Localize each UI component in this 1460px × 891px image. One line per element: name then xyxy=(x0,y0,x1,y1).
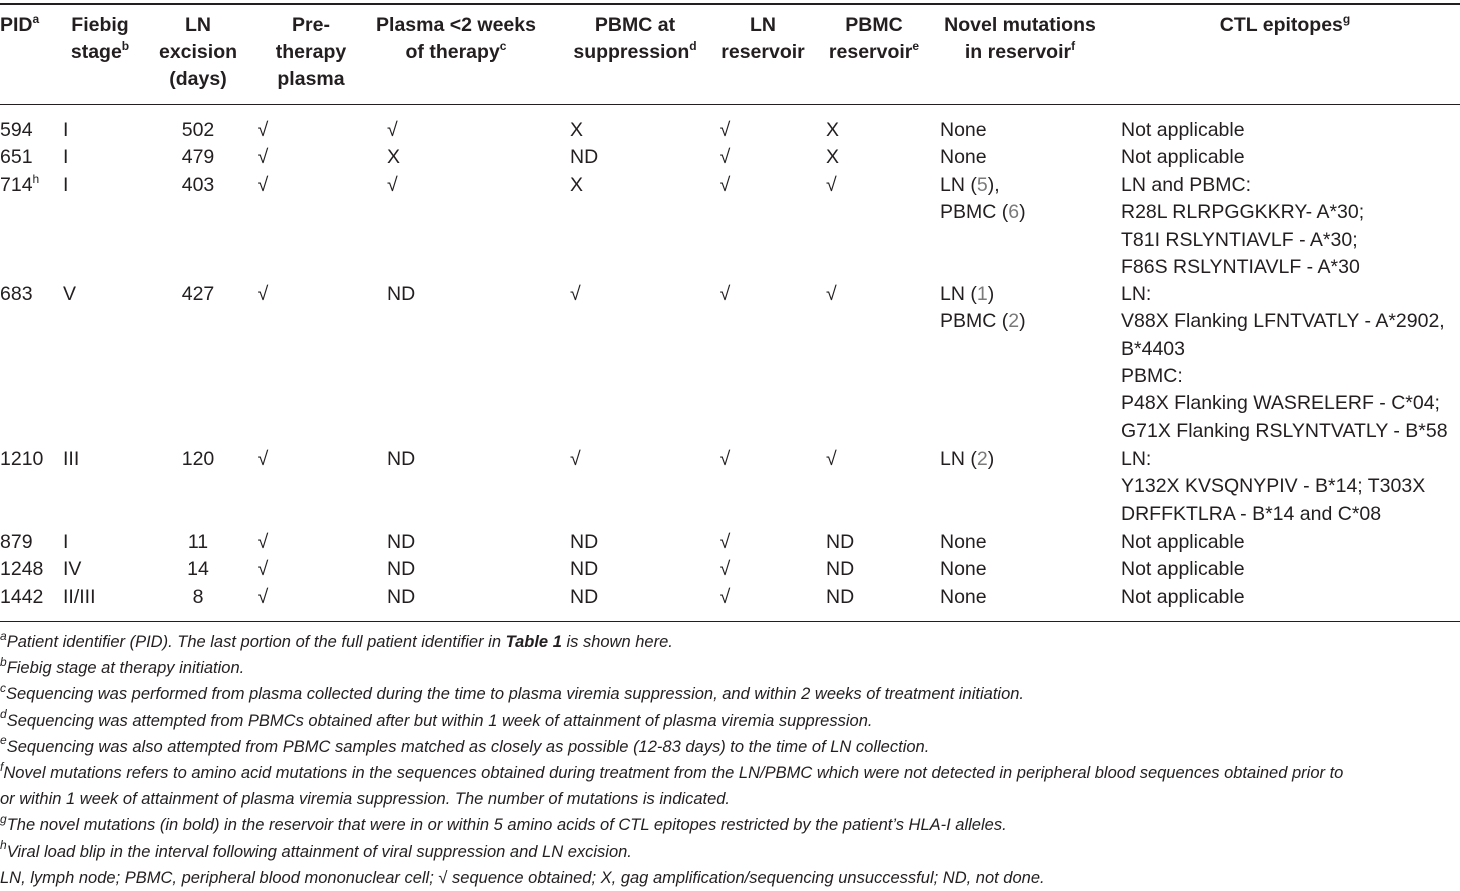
cell-fiebig-stage: I xyxy=(63,531,69,553)
cell-ctl-epitope-line: V88X Flanking LFNTVATLY - A*2902, xyxy=(1121,310,1445,333)
footnote-mark: e xyxy=(0,733,7,748)
cell-pretherapy-plasma: √ xyxy=(257,558,269,580)
cell-pbmc-suppression: X xyxy=(570,119,584,141)
footnote xyxy=(0,865,1045,891)
novel-mutation-count: 2 xyxy=(1008,310,1020,333)
cell-fiebig-stage: I xyxy=(63,174,69,196)
novel-mutation-text: ) xyxy=(987,448,995,470)
cell-ln-excision-days: 11 xyxy=(187,531,209,553)
novel-mutation-count: 2 xyxy=(976,448,988,470)
cell-ctl-epitope-line: DRFFKTLRA - B*14 and C*08 xyxy=(1121,502,1382,525)
novel-mutation-text: ), xyxy=(987,174,1000,196)
cell-pbmc-reservoir: ND xyxy=(826,558,855,580)
novel-mutation-text: None xyxy=(940,146,987,168)
cell-plasma-2-weeks: X xyxy=(387,146,401,168)
footnote xyxy=(0,839,632,865)
cell-pid xyxy=(0,172,39,199)
cell-pid xyxy=(0,446,43,473)
cell-pretherapy-plasma: √ xyxy=(257,586,269,608)
footnote-mark: b xyxy=(0,654,7,669)
cell-pretherapy-plasma: √ xyxy=(257,119,269,141)
cell-plasma-2-weeks: √ xyxy=(387,174,398,196)
cell-ctl-epitope-line: LN and PBMC: xyxy=(1121,174,1252,196)
cell-fiebig-stage: IV xyxy=(63,558,82,580)
footnote xyxy=(0,812,1007,838)
footnote xyxy=(0,708,872,734)
cell-plasma-2-weeks: ND xyxy=(387,531,416,553)
header-pbmc-reservoir: PBMC reservoir$^e$ xyxy=(828,14,920,63)
table-bottom-rule xyxy=(0,621,1460,622)
cell-ctl-epitope-line: LN: xyxy=(1121,283,1152,305)
cell-ctl-epitope-line: PBMC: xyxy=(1121,364,1183,387)
cell-pid xyxy=(0,281,33,308)
novel-mutation-text: ) xyxy=(987,283,995,305)
cell-ln-excision-days: 14 xyxy=(187,558,209,580)
cell-pid xyxy=(0,584,43,611)
cell-pid-value: 714 xyxy=(0,174,33,196)
footnote-text: LN, lymph node; PBMC, peripheral blood mononuclear cell; √ sequence obtained; X, gag amplification/sequencing unsuccessful; ND, not done. xyxy=(0,868,1045,887)
novel-mutation-text: LN ( xyxy=(940,174,977,196)
cell-pid-value: 683 xyxy=(0,283,33,305)
novel-mutation-text: PBMC ( xyxy=(940,201,1009,224)
cell-novel-mutations-line xyxy=(940,529,987,556)
cell-ctl-epitope-line: Not applicable xyxy=(1121,558,1245,580)
header-novel-mutations: Novel mutations in reservoir$^f$ xyxy=(944,14,1096,63)
cell-ln-excision-days: 403 xyxy=(181,174,215,196)
footnote-mark: g xyxy=(0,811,7,826)
cell-pbmc-suppression: √ xyxy=(570,448,581,470)
novel-mutation-text: None xyxy=(940,119,987,141)
cell-novel-mutations-line xyxy=(940,199,1026,226)
cell-ln-excision-days: 479 xyxy=(181,146,215,168)
cell-novel-mutations-line xyxy=(940,144,987,171)
cell-pid-value: 651 xyxy=(0,146,33,168)
cell-plasma-2-weeks: ND xyxy=(387,586,416,608)
cell-novel-mutations-line xyxy=(940,556,987,583)
cell-ctl-epitope-line: P48X Flanking WASRELERF - C*04; xyxy=(1121,392,1440,415)
novel-mutation-count: 6 xyxy=(1008,201,1020,224)
cell-ln-reservoir: √ xyxy=(719,448,731,470)
novel-mutation-text: LN ( xyxy=(940,448,977,470)
cell-ln-excision-days: 502 xyxy=(181,119,215,141)
cell-ctl-epitope-line: Not applicable xyxy=(1121,119,1245,141)
cell-pbmc-suppression: ND xyxy=(570,586,599,608)
cell-ln-reservoir: √ xyxy=(719,119,731,141)
footnote-text: or within 1 week of attainment of plasma viremia suppression. The number of mutations is indicated. xyxy=(0,790,731,809)
footnote-text: Novel mutations refers to amino acid mutations in the sequences obtained during treatment from the LN/PBMC which were not detected in peripheral blood sequences obtained prior to xyxy=(3,764,1344,782)
cell-ctl-epitope-line: R28L RLRPGGKKRY- A*30; xyxy=(1121,201,1365,224)
cell-ctl-epitope-line: G71X Flanking RSLYNTVATLY - B*58 xyxy=(1121,419,1448,442)
cell-novel-mutations-line xyxy=(940,584,987,611)
cell-pretherapy-plasma: √ xyxy=(257,531,269,553)
novel-mutation-text: ) xyxy=(1019,201,1026,224)
footnote-mark: c xyxy=(0,680,6,695)
footnote-text: The novel mutations (in bold) in the reservoir that were in or within 5 amino acids of CTL epitopes restricted by the patient’s HLA-I alleles. xyxy=(6,816,1007,835)
novel-mutation-text: LN ( xyxy=(940,283,977,305)
cell-fiebig-stage: II/III xyxy=(63,586,96,608)
cell-pretherapy-plasma: √ xyxy=(257,283,269,305)
footnote-mark: f xyxy=(0,759,4,774)
cell-pbmc-reservoir: X xyxy=(826,146,840,168)
cell-ln-excision-days: 427 xyxy=(181,283,215,305)
header-pid: PID$^a$ xyxy=(0,11,40,36)
header-pbmc-suppression: PBMC at suppression$^d$ xyxy=(573,14,697,63)
cell-pbmc-reservoir: √ xyxy=(826,283,837,305)
cell-ctl-epitope-line: Not applicable xyxy=(1121,146,1245,168)
cell-pretherapy-plasma: √ xyxy=(257,174,269,196)
cell-pid-value: 879 xyxy=(0,531,33,553)
cell-ln-reservoir: √ xyxy=(719,283,731,305)
cell-pbmc-suppression: ND xyxy=(570,146,599,168)
cell-fiebig-stage: V xyxy=(63,283,77,305)
cell-pbmc-reservoir: √ xyxy=(826,174,837,196)
cell-pbmc-suppression: ND xyxy=(570,531,599,553)
header-ln-excision: LN excision (days) xyxy=(158,14,238,90)
footnote-mark: h xyxy=(0,838,7,853)
header-ctl-epitopes: CTL epitopes$^g$ xyxy=(1219,11,1351,36)
table-header-rule xyxy=(0,104,1460,105)
cell-novel-mutations-line xyxy=(940,172,1000,199)
cell-pid-footnote-mark: h xyxy=(32,171,40,186)
cell-pretherapy-plasma: √ xyxy=(257,146,269,168)
cell-ctl-epitope-line: Not applicable xyxy=(1121,586,1245,608)
cell-novel-mutations-line xyxy=(940,281,994,308)
novel-mutation-text: ) xyxy=(1019,310,1026,333)
footnote-text: Sequencing was performed from plasma collected during the time to plasma viremia suppression, and within 2 weeks of treatment initiation. xyxy=(6,685,1025,704)
footnote xyxy=(0,786,730,812)
footnote-mark: a xyxy=(0,628,7,643)
cell-pid-value: 1248 xyxy=(0,558,44,580)
cell-plasma-2-weeks: ND xyxy=(387,448,416,470)
novel-mutation-count: 5 xyxy=(976,174,988,196)
header-pretherapy-plasma: Pre- therapy plasma xyxy=(275,14,347,90)
cell-pid xyxy=(0,529,33,556)
cell-pbmc-reservoir: ND xyxy=(826,531,855,553)
cell-fiebig-stage: I xyxy=(63,119,69,141)
header-ln-reservoir: LN reservoir xyxy=(721,14,805,63)
table-top-rule xyxy=(0,3,1460,5)
cell-pid-value: 594 xyxy=(0,119,33,141)
cell-ln-reservoir: √ xyxy=(719,146,731,168)
cell-novel-mutations-line xyxy=(940,308,1026,335)
cell-plasma-2-weeks: ND xyxy=(387,558,416,580)
cell-ctl-epitope-line: F86S RSLYNTIAVLF - A*30 xyxy=(1121,255,1360,278)
cell-ctl-epitope-line: B*4403 xyxy=(1121,337,1185,360)
cell-pbmc-suppression: X xyxy=(570,174,584,196)
footnote xyxy=(0,681,1024,707)
footnote xyxy=(0,629,673,655)
footnote-text: Fiebig stage at therapy initiation. xyxy=(6,659,245,678)
cell-ln-excision-days: 120 xyxy=(181,448,215,470)
footnote-mark: d xyxy=(0,707,7,722)
cell-ctl-epitope-line: Y132X KVSQNYPIV - B*14; T303X xyxy=(1121,475,1426,498)
novel-mutation-text: None xyxy=(940,531,987,553)
novel-mutation-text: None xyxy=(940,558,987,580)
cell-ln-reservoir: √ xyxy=(719,531,731,553)
header-plasma-2-weeks: Plasma <2 weeks of therapy$^c$ xyxy=(376,14,536,63)
footnote xyxy=(0,655,244,681)
cell-ln-reservoir: √ xyxy=(719,558,731,580)
novel-mutation-count: 1 xyxy=(976,283,988,305)
cell-plasma-2-weeks: √ xyxy=(387,119,398,141)
novel-mutation-text: PBMC ( xyxy=(940,310,1009,333)
footnote-text: Viral load blip in the interval following attainment of viral suppression and LN excision. xyxy=(6,842,632,861)
cell-fiebig-stage: I xyxy=(63,146,69,168)
cell-pretherapy-plasma: √ xyxy=(257,448,269,470)
header-fiebig-stage: Fiebig stage$^b$ xyxy=(70,14,130,63)
cell-pbmc-suppression: ND xyxy=(570,558,599,580)
cell-pbmc-suppression: √ xyxy=(570,283,581,305)
cell-ctl-epitope-line: Not applicable xyxy=(1121,531,1245,553)
cell-pid xyxy=(0,144,33,171)
cell-pid xyxy=(0,556,43,583)
cell-pbmc-reservoir: X xyxy=(826,119,840,141)
cell-novel-mutations-line xyxy=(940,446,994,473)
novel-mutation-text: None xyxy=(940,586,987,608)
cell-novel-mutations-line xyxy=(940,117,987,144)
footnote-text: Sequencing was also attempted from PBMC samples matched as closely as possible (12-83 days) to the time of LN collection. xyxy=(6,737,930,756)
cell-ln-reservoir: √ xyxy=(719,586,731,608)
footnote-bold-ref: Table 1 xyxy=(505,633,562,651)
footnote-text: Sequencing was attempted from PBMCs obtained after but within 1 week of attainment of plasma viremia suppression. xyxy=(6,711,873,730)
footnote-text: is shown here. xyxy=(561,633,673,651)
cell-pid-value: 1442 xyxy=(0,586,44,608)
cell-ln-reservoir: √ xyxy=(719,174,731,196)
cell-ctl-epitope-line: LN: xyxy=(1121,448,1152,470)
cell-plasma-2-weeks: ND xyxy=(387,283,416,305)
footnote xyxy=(0,734,929,760)
cell-fiebig-stage: III xyxy=(63,448,80,470)
cell-pid-value: 1210 xyxy=(0,448,44,470)
cell-ctl-epitope-line: T81I RSLYNTIAVLF - A*30; xyxy=(1121,228,1358,251)
cell-pbmc-reservoir: √ xyxy=(826,448,837,470)
cell-pbmc-reservoir: ND xyxy=(826,586,855,608)
cell-pid xyxy=(0,117,33,144)
footnote xyxy=(0,760,1343,786)
cell-ln-excision-days: 8 xyxy=(192,586,204,608)
footnote-text: Patient identifier (PID). The last portion of the full patient identifier in xyxy=(6,633,506,651)
